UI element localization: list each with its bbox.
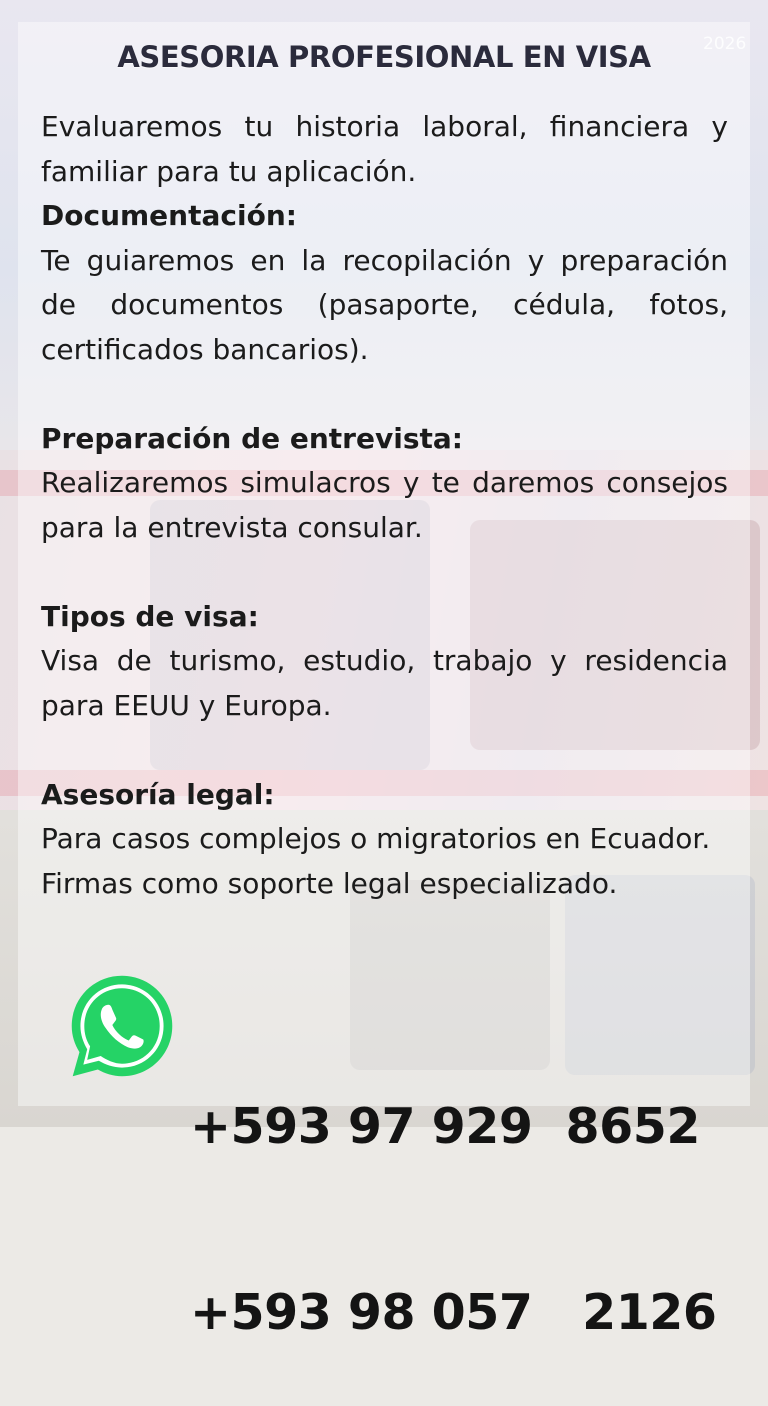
section-body-asesoria-legal: Para casos complejos o migratorios en Ecuador.	[41, 822, 711, 855]
section-heading-entrevista: Preparación de entrevista:	[41, 421, 463, 455]
info-content	[41, 105, 728, 906]
section-extra-asesoria-legal: Firmas como soporte legal especializado.	[41, 866, 618, 900]
section-heading-documentacion: Documentación:	[41, 199, 297, 232]
section-heading-tipos-visa: Tipos de visa:	[41, 599, 259, 633]
section-body-documentacion: Te guiaremos en la recopilación y preparación de documentos (pasaporte, cédula, fotos, certificados bancarios).	[41, 243, 728, 366]
phone-numbers	[190, 972, 716, 1406]
whatsapp-icon[interactable]	[64, 968, 180, 1084]
intro-text: Evaluaremos tu historia laboral, financiera y familiar para tu aplicación.	[41, 110, 728, 188]
phone-number-1[interactable]: +593 97 929 8652	[190, 1098, 700, 1155]
year-badge: 2026	[703, 34, 747, 54]
phone-number-2[interactable]: +593 98 057 2126	[190, 1284, 717, 1341]
page-title: ASESORIA PROFESIONAL EN VISA	[117, 40, 651, 74]
section-body-entrevista: Realizaremos simulacros y te daremos consejos para la entrevista consular.	[41, 466, 728, 544]
section-body-tipos-visa: Visa de turismo, estudio, trabajo y residencia para EEUU y Europa.	[41, 644, 728, 722]
section-heading-asesoria-legal: Asesoría legal:	[41, 777, 275, 811]
